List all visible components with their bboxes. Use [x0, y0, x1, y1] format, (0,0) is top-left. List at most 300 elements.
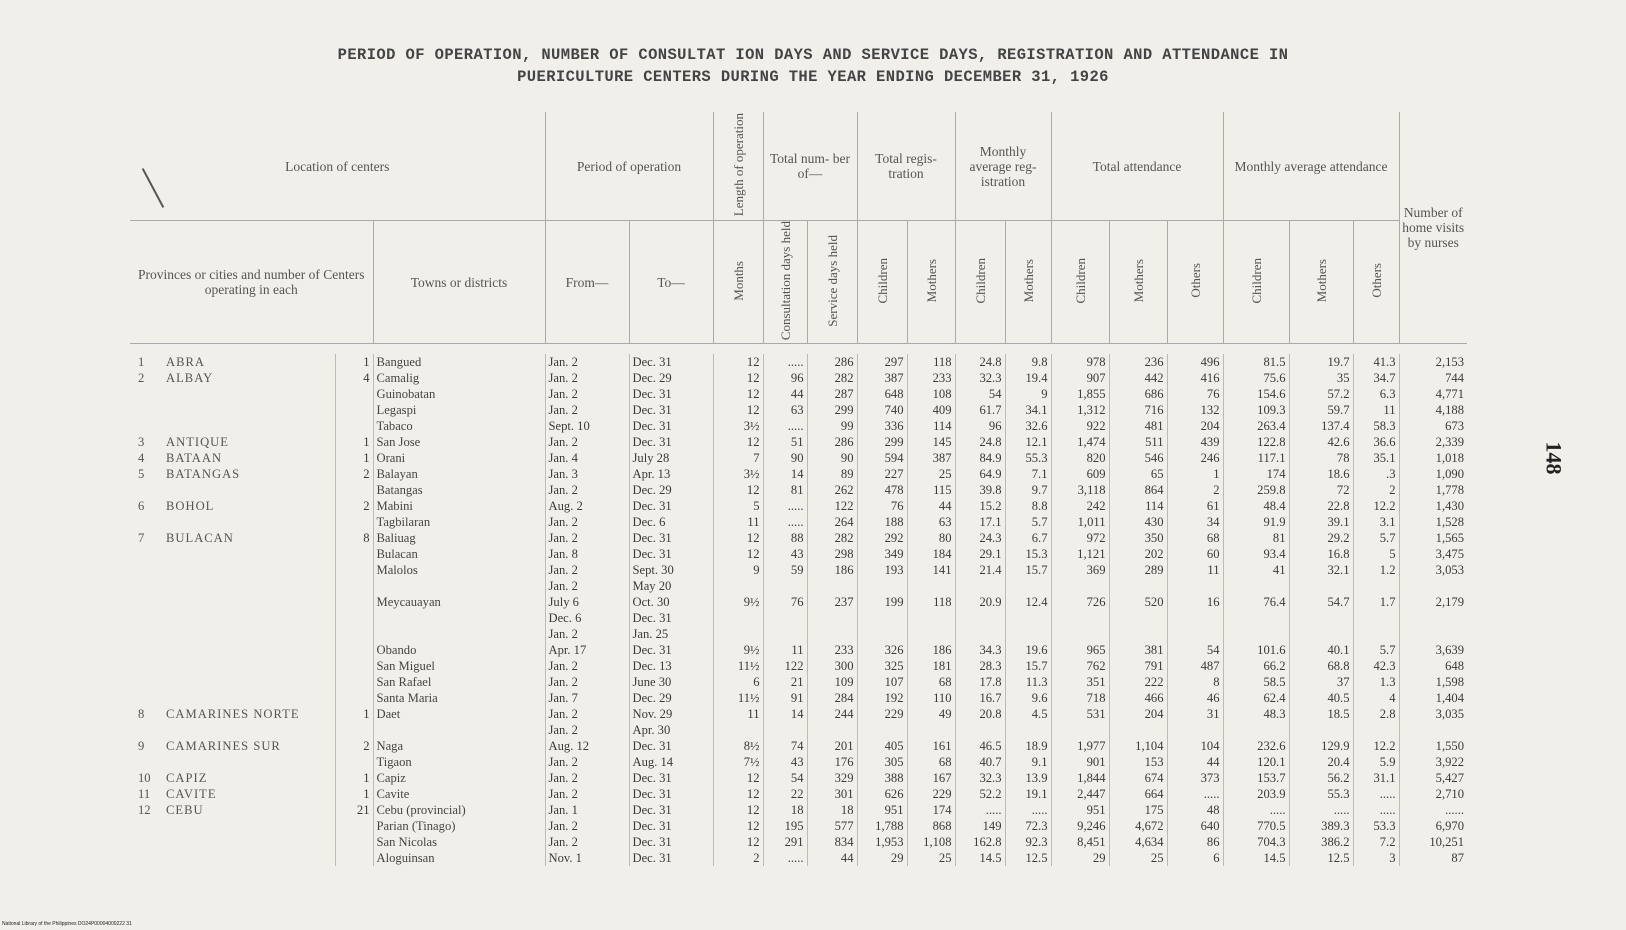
cell-ma-o: 36.6	[1353, 434, 1399, 450]
cell-ta-c	[1051, 610, 1109, 626]
cell-months: 11½	[713, 690, 763, 706]
cell-months	[713, 610, 763, 626]
cell-ma-o: .....	[1353, 802, 1399, 818]
cell-idx: 12	[138, 803, 151, 818]
cell-ta-c: 907	[1051, 370, 1109, 386]
cell-serv: 186	[807, 562, 857, 578]
cell-town: Orani	[373, 450, 545, 466]
cell-idx	[130, 834, 163, 850]
cell-mr-m: 9	[1005, 386, 1051, 402]
cell-ta-o: 60	[1167, 546, 1223, 562]
cell-ta-c	[1051, 626, 1109, 642]
cell-from: Jan. 1	[545, 802, 629, 818]
cell-prov: ABRA	[163, 354, 335, 370]
cell-ma-m: 72	[1289, 482, 1353, 498]
cell-reg-c: 229	[857, 706, 907, 722]
cell-reg-c: 305	[857, 754, 907, 770]
cell-reg-c: 227	[857, 466, 907, 482]
cell-visits: 5,427	[1435, 771, 1464, 786]
cell-from: Jan. 2	[545, 434, 629, 450]
cell-reg-m: 118	[907, 594, 955, 610]
cell-from: Aug. 12	[545, 738, 629, 754]
cell-idx	[130, 402, 163, 418]
cell-idx: 4	[138, 451, 145, 466]
cell-serv: 282	[807, 370, 857, 386]
header-provinces: Provinces or cities and number of Centers operating in each	[130, 221, 373, 344]
cell-ta-c: 1,474	[1051, 434, 1109, 450]
cell-from: Jan. 2	[545, 482, 629, 498]
cell-months: 12	[713, 386, 763, 402]
header-from: From—	[545, 221, 629, 344]
cell-ma-m: 57.2	[1289, 386, 1353, 402]
cell-ta-c: 922	[1051, 418, 1109, 434]
table-row	[130, 658, 1467, 674]
cell-mr-c: 52.2	[955, 786, 1005, 802]
cell-ta-o: 68	[1167, 530, 1223, 546]
cell-n	[335, 514, 373, 530]
table-row	[130, 530, 1467, 546]
cell-idx	[130, 722, 163, 738]
cell-ta-m: 481	[1109, 418, 1167, 434]
cell-n: 21	[335, 802, 373, 818]
cell-to: Dec. 31	[629, 498, 713, 514]
cell-to: Dec. 29	[629, 690, 713, 706]
cell-reg-m: 229	[907, 786, 955, 802]
cell-ta-m: 4,634	[1109, 834, 1167, 850]
cell-ma-m: 59.7	[1289, 402, 1353, 418]
cell-prov	[163, 626, 335, 642]
cell-reg-c: 336	[857, 418, 907, 434]
header-monthly-attendance: Monthly average attendance	[1223, 112, 1399, 221]
table-row	[130, 850, 1467, 866]
cell-town: Camalig	[373, 370, 545, 386]
cell-ma-m: 19.7	[1289, 354, 1353, 370]
cell-ma-c	[1223, 578, 1289, 594]
cell-ta-c: 9,246	[1051, 818, 1109, 834]
cell-mr-c: 34.3	[955, 642, 1005, 658]
cell-mr-m: 12.4	[1005, 594, 1051, 610]
cell-ta-m	[1109, 610, 1167, 626]
cell-ta-c: 820	[1051, 450, 1109, 466]
cell-ta-c: 2,447	[1051, 786, 1109, 802]
cell-n	[335, 610, 373, 626]
cell-reg-c	[857, 626, 907, 642]
cell-ta-c: 609	[1051, 466, 1109, 482]
cell-prov	[163, 722, 335, 738]
cell-from: Jan. 7	[545, 690, 629, 706]
cell-reg-m: 181	[907, 658, 955, 674]
cell-n	[335, 626, 373, 642]
cell-town: Mabini	[373, 498, 545, 514]
cell-n	[335, 562, 373, 578]
cell-mr-m: 12.1	[1005, 434, 1051, 450]
header-location: Location of centers	[130, 112, 545, 221]
cell-town: Baliuag	[373, 530, 545, 546]
cell-prov: BOHOL	[163, 498, 335, 514]
cell-mr-m	[1005, 626, 1051, 642]
cell-n	[335, 722, 373, 738]
cell-visits: 4,771	[1435, 387, 1464, 402]
cell-ma-c: 203.9	[1223, 786, 1289, 802]
cell-prov: CEBU	[163, 802, 335, 818]
cell-ma-m: 22.8	[1289, 498, 1353, 514]
cell-mr-c: 24.8	[955, 434, 1005, 450]
cell-from: Jan. 2	[545, 530, 629, 546]
cell-to: Dec. 31	[629, 850, 713, 866]
cell-idx	[130, 610, 163, 626]
cell-mr-c: 28.3	[955, 658, 1005, 674]
cell-mr-c: 16.7	[955, 690, 1005, 706]
cell-from: Jan. 2	[545, 754, 629, 770]
cell-ma-o	[1353, 578, 1399, 594]
cell-reg-m: 145	[907, 434, 955, 450]
cell-ma-c: 62.4	[1223, 690, 1289, 706]
cell-from: Jan. 2	[545, 386, 629, 402]
cell-n: 1	[335, 770, 373, 786]
cell-ma-c: 48.3	[1223, 706, 1289, 722]
table-row	[130, 370, 1467, 386]
cell-ta-c: 762	[1051, 658, 1109, 674]
cell-mr-c: 14.5	[955, 850, 1005, 866]
cell-cons: .....	[763, 354, 807, 370]
cell-idx: 10	[138, 771, 151, 786]
cell-from: Jan. 2	[545, 770, 629, 786]
cell-mr-c: 29.1	[955, 546, 1005, 562]
cell-ma-o: 1.2	[1353, 562, 1399, 578]
cell-mr-c: 15.2	[955, 498, 1005, 514]
cell-reg-c: 626	[857, 786, 907, 802]
cell-from: Apr. 17	[545, 642, 629, 658]
cell-months	[713, 722, 763, 738]
cell-mr-c: 20.9	[955, 594, 1005, 610]
cell-ma-c	[1223, 722, 1289, 738]
cell-visits: 2,339	[1435, 435, 1464, 450]
cell-ta-m: 1,104	[1109, 738, 1167, 754]
cell-ta-o: 16	[1167, 594, 1223, 610]
header-to: To—	[629, 221, 713, 344]
cell-cons: 291	[763, 834, 807, 850]
cell-reg-c: 325	[857, 658, 907, 674]
cell-reg-c: 29	[857, 850, 907, 866]
cell-visits: 2,179	[1435, 595, 1464, 610]
page-number: 148	[1541, 441, 1567, 475]
cell-cons: 18	[763, 802, 807, 818]
cell-months: 12	[713, 370, 763, 386]
cell-cons: 14	[763, 466, 807, 482]
cell-reg-c	[857, 722, 907, 738]
cell-n	[335, 690, 373, 706]
cell-ma-c: 770.5	[1223, 818, 1289, 834]
cell-from: Jan. 2	[545, 658, 629, 674]
cell-cons	[763, 610, 807, 626]
cell-to: Dec. 31	[629, 386, 713, 402]
cell-serv: 282	[807, 530, 857, 546]
cell-from: Jan. 2	[545, 722, 629, 738]
cell-ta-c: 242	[1051, 498, 1109, 514]
cell-visits: 6,970	[1435, 819, 1464, 834]
cell-mr-m: 9.6	[1005, 690, 1051, 706]
table-row	[130, 706, 1467, 722]
header-matt-children: Children	[1223, 221, 1289, 344]
cell-ta-m: 716	[1109, 402, 1167, 418]
cell-idx	[130, 658, 163, 674]
cell-reg-c: 292	[857, 530, 907, 546]
cell-reg-m: 184	[907, 546, 955, 562]
cell-town: San Jose	[373, 434, 545, 450]
cell-ta-c: 3,118	[1051, 482, 1109, 498]
cell-ta-c: 1,977	[1051, 738, 1109, 754]
cell-to: Aug. 14	[629, 754, 713, 770]
cell-ma-c	[1223, 610, 1289, 626]
cell-ma-o	[1353, 626, 1399, 642]
cell-n: 1	[335, 354, 373, 370]
cell-ta-m	[1109, 578, 1167, 594]
cell-ma-m	[1289, 610, 1353, 626]
cell-mr-c: 40.7	[955, 754, 1005, 770]
cell-to: Dec. 31	[629, 738, 713, 754]
cell-ma-c: 704.3	[1223, 834, 1289, 850]
cell-ta-o: 104	[1167, 738, 1223, 754]
table-row	[130, 418, 1467, 434]
cell-to: Dec. 31	[629, 642, 713, 658]
cell-visits: 3,053	[1435, 563, 1464, 578]
cell-cons: 91	[763, 690, 807, 706]
cell-reg-m: 174	[907, 802, 955, 818]
cell-ma-m: 18.6	[1289, 466, 1353, 482]
cell-visits	[1399, 626, 1467, 642]
cell-months: 12	[713, 402, 763, 418]
cell-ta-o	[1167, 578, 1223, 594]
cell-to: Apr. 30	[629, 722, 713, 738]
cell-mr-m: 8.8	[1005, 498, 1051, 514]
cell-from: Jan. 2	[545, 562, 629, 578]
cell-ma-o: 58.3	[1353, 418, 1399, 434]
cell-ma-m: 54.7	[1289, 594, 1353, 610]
cell-ma-c: 81.5	[1223, 354, 1289, 370]
cell-to: Oct. 30	[629, 594, 713, 610]
table-row	[130, 802, 1467, 818]
cell-reg-m: 115	[907, 482, 955, 498]
cell-cons: .....	[763, 514, 807, 530]
cell-ta-o	[1167, 610, 1223, 626]
cell-ma-c: 41	[1223, 562, 1289, 578]
cell-reg-c: 1,953	[857, 834, 907, 850]
cell-reg-c: 405	[857, 738, 907, 754]
cell-mr-c: 46.5	[955, 738, 1005, 754]
table-row	[130, 386, 1467, 402]
cell-town	[373, 626, 545, 642]
cell-prov	[163, 418, 335, 434]
cell-ma-m: 20.4	[1289, 754, 1353, 770]
cell-mr-m: 4.5	[1005, 706, 1051, 722]
cell-mr-m: 72.3	[1005, 818, 1051, 834]
cell-n	[335, 578, 373, 594]
cell-ta-c: 1,844	[1051, 770, 1109, 786]
cell-from: Jan. 2	[545, 402, 629, 418]
cell-mr-c: 32.3	[955, 770, 1005, 786]
cell-to: Jan. 25	[629, 626, 713, 642]
cell-ma-c	[1223, 626, 1289, 642]
cell-serv: 262	[807, 482, 857, 498]
cell-reg-m: 25	[907, 850, 955, 866]
cell-from: Jan. 2	[545, 674, 629, 690]
cell-mr-m: .....	[1005, 802, 1051, 818]
cell-ta-o: .....	[1167, 786, 1223, 802]
cell-mr-m: 9.7	[1005, 482, 1051, 498]
cell-ta-o: 416	[1167, 370, 1223, 386]
cell-serv: 577	[807, 818, 857, 834]
cell-prov: ANTIQUE	[163, 434, 335, 450]
cell-visits: 1,778	[1435, 483, 1464, 498]
cell-months: 12	[713, 770, 763, 786]
cell-serv: 233	[807, 642, 857, 658]
cell-prov: CAPIZ	[163, 770, 335, 786]
cell-n	[335, 658, 373, 674]
cell-ta-o: 8	[1167, 674, 1223, 690]
cell-reg-m	[907, 626, 955, 642]
cell-to: Dec. 31	[629, 354, 713, 370]
cell-ma-c: 81	[1223, 530, 1289, 546]
cell-ta-o: 496	[1167, 354, 1223, 370]
cell-ta-m	[1109, 722, 1167, 738]
header-service-days: Service days held	[807, 221, 857, 344]
cell-serv: 237	[807, 594, 857, 610]
cell-ta-m: 864	[1109, 482, 1167, 498]
cell-visits: ......	[1445, 803, 1464, 818]
cell-prov	[163, 402, 335, 418]
cell-ma-o: 42.3	[1353, 658, 1399, 674]
cell-months: 9½	[713, 594, 763, 610]
cell-from: Jan. 2	[545, 818, 629, 834]
cell-ta-m: 114	[1109, 498, 1167, 514]
cell-town	[373, 610, 545, 626]
cell-serv: 244	[807, 706, 857, 722]
cell-idx	[130, 386, 163, 402]
cell-ma-c: 174	[1223, 466, 1289, 482]
cell-to: Dec. 31	[629, 802, 713, 818]
cell-ma-m	[1289, 578, 1353, 594]
cell-ta-m: 202	[1109, 546, 1167, 562]
cell-town: Naga	[373, 738, 545, 754]
cell-reg-c: 594	[857, 450, 907, 466]
cell-idx	[130, 850, 163, 866]
table-title-line-2: PUERICULTURE CENTERS DURING THE YEAR ENDING DECEMBER 31, 1926	[517, 68, 1109, 86]
cell-ta-m: 350	[1109, 530, 1167, 546]
cell-reg-m: 25	[907, 466, 955, 482]
cell-ta-m: 664	[1109, 786, 1167, 802]
cell-town: Santa Maria	[373, 690, 545, 706]
header-reg-mothers: Mothers	[907, 221, 955, 344]
cell-ta-o: 54	[1167, 642, 1223, 658]
cell-mr-m: 9.8	[1005, 354, 1051, 370]
cell-serv: 286	[807, 354, 857, 370]
cell-reg-c: 76	[857, 498, 907, 514]
cell-ta-o: 48	[1167, 802, 1223, 818]
cell-ma-o: 35.1	[1353, 450, 1399, 466]
cell-ma-m: 18.5	[1289, 706, 1353, 722]
cell-town: Daet	[373, 706, 545, 722]
cell-ma-o: 7.2	[1353, 834, 1399, 850]
cell-visits: 2,710	[1435, 787, 1464, 802]
cell-ta-c: 726	[1051, 594, 1109, 610]
header-total-attendance: Total attendance	[1051, 112, 1223, 221]
cell-to: Dec. 31	[629, 834, 713, 850]
cell-to: Dec. 13	[629, 658, 713, 674]
cell-to: Dec. 31	[629, 530, 713, 546]
cell-ta-c: 965	[1051, 642, 1109, 658]
cell-serv: 834	[807, 834, 857, 850]
cell-ma-o: 41.3	[1353, 354, 1399, 370]
cell-to: Dec. 29	[629, 370, 713, 386]
cell-from: Jan. 2	[545, 354, 629, 370]
cell-reg-m: 44	[907, 498, 955, 514]
cell-ta-c: 29	[1051, 850, 1109, 866]
cell-ta-m: 65	[1109, 466, 1167, 482]
cell-town: Tigaon	[373, 754, 545, 770]
cell-prov: CAMARINES SUR	[163, 738, 335, 754]
cell-reg-m: 161	[907, 738, 955, 754]
cell-cons: 22	[763, 786, 807, 802]
cell-serv	[807, 610, 857, 626]
cell-n: 2	[335, 738, 373, 754]
cell-to: Dec. 31	[629, 418, 713, 434]
cell-ta-o: 640	[1167, 818, 1223, 834]
table-body	[130, 344, 1467, 867]
cell-ma-m: 78	[1289, 450, 1353, 466]
cell-mr-m: 32.6	[1005, 418, 1051, 434]
table-row	[130, 722, 1467, 738]
cell-to: Nov. 29	[629, 706, 713, 722]
header-total-registration: Total regis- tration	[857, 112, 955, 221]
cell-from: Jan. 2	[545, 626, 629, 642]
header-period: Period of operation	[545, 112, 713, 221]
cell-reg-m: 409	[907, 402, 955, 418]
cell-to: Dec. 31	[629, 402, 713, 418]
cell-serv: 301	[807, 786, 857, 802]
cell-months: 8½	[713, 738, 763, 754]
cell-months: 12	[713, 530, 763, 546]
cell-mr-c: 24.8	[955, 354, 1005, 370]
cell-town: Obando	[373, 642, 545, 658]
cell-serv: 201	[807, 738, 857, 754]
cell-cons: 14	[763, 706, 807, 722]
cell-from: Dec. 6	[545, 610, 629, 626]
cell-mr-m: 15.7	[1005, 562, 1051, 578]
cell-ma-c: 48.4	[1223, 498, 1289, 514]
cell-ta-o	[1167, 626, 1223, 642]
cell-ta-o: 246	[1167, 450, 1223, 466]
cell-cons: 51	[763, 434, 807, 450]
cell-reg-m: 63	[907, 514, 955, 530]
cell-cons: 88	[763, 530, 807, 546]
cell-cons: .....	[763, 418, 807, 434]
cell-cons: 63	[763, 402, 807, 418]
cell-reg-m: 68	[907, 754, 955, 770]
cell-months: 9	[713, 562, 763, 578]
cell-visits: 3,035	[1435, 707, 1464, 722]
cell-ma-c: 76.4	[1223, 594, 1289, 610]
cell-months: 5	[713, 498, 763, 514]
cell-months: 3½	[713, 466, 763, 482]
cell-mr-c: 64.9	[955, 466, 1005, 482]
cell-town: Meycauayan	[373, 594, 545, 610]
cell-mr-c: 84.9	[955, 450, 1005, 466]
cell-months: 12	[713, 354, 763, 370]
table-row	[130, 482, 1467, 498]
cell-reg-c	[857, 610, 907, 626]
table-row	[130, 514, 1467, 530]
cell-town: Parian (Tinago)	[373, 818, 545, 834]
